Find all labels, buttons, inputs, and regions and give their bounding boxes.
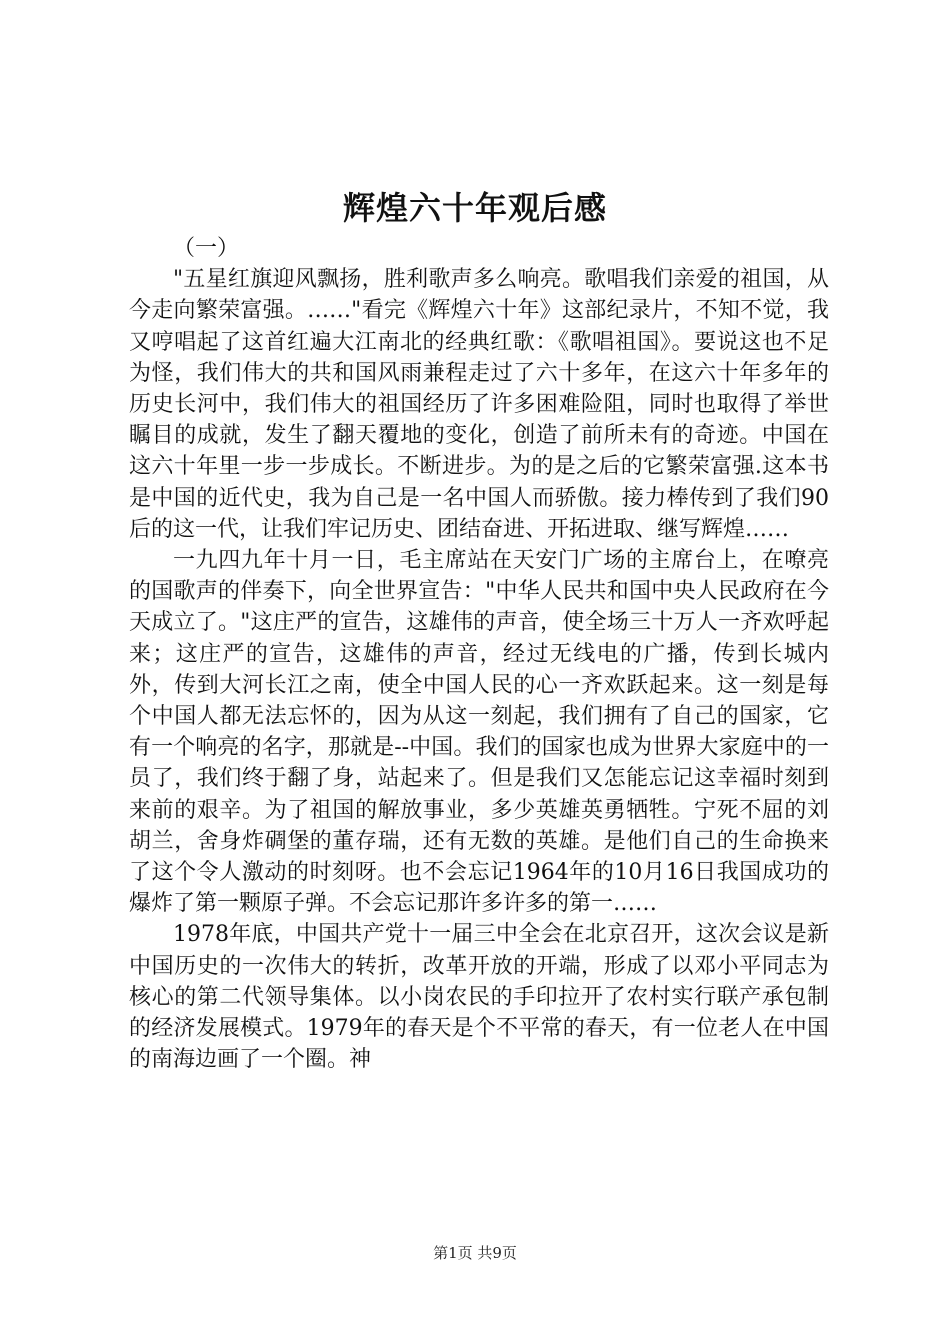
paragraph-3: 1978年底，中国共产党十一届三中全会在北京召开，这次会议是新中国历史的一次伟大的转折，改革开放的开端，形成了以邓小平同志为核心的第二代领导集体。以小岗农民的手印拉开了农村实行联产承包制的经济发展模式。1979年的春天是个不平常的春天，有一位老人在中国的南海边画了一个圈。神 bbox=[129, 922, 829, 1073]
page-footer: 第1页 共9页 bbox=[433, 1244, 517, 1262]
document-title: 辉煌六十年观后感 bbox=[342, 189, 607, 227]
section-label: （一） bbox=[173, 236, 240, 261]
paragraph-1: "五星红旗迎风飘扬，胜利歌声多么响亮。歌唱我们亲爱的祖国，从今走向繁荣富强。……"看完《辉煌六十年》这部纪录片，不知不觉，我又哼唱起了这首红遍大江南北的经典红歌：《歌唱祖国》。要说这也不足为怪，我们伟大的共和国风雨兼程走过了六十多年，在这六十年多年的历史长河中，我们伟大的祖国经历了许多困难险阻，同时也取得了举世瞩目的成就，发生了翻天覆地的变化，创造了前所未有的奇迹。中国在这六十年里一步一步成长。不断进步。为的是之后的它繁荣富强.这本书是中国的近代史，我为自己是一名中国人而骄傲。接力棒传到了我们90后的这一代，让我们牢记历史、团结奋进、开拓进取、继写辉煌…… bbox=[129, 267, 829, 542]
document-body bbox=[129, 233, 829, 1075]
paragraph-2: 一九四九年十月一日，毛主席站在天安门广场的主席台上，在嘹亮的国歌声的伴奏下，向全世界宣告："中华人民共和国中央人民政府在今天成立了。"这庄严的宣告，这雄伟的声音，使全场三十万人一齐欢呼起来；这庄严的宣告，这雄伟的声音，经过无线电的广播，传到长城内外，传到大河长江之南，使全中国人民的心一齐欢跃起来。这一刻是每个中国人都无法忘怀的，因为从这一刻起，我们拥有了自己的国家，它有一个响亮的名字，那就是--中国。我们的国家也成为世界大家庭中的一员了，我们终于翻了身，站起来了。但是我们又怎能忘记这幸福时刻到来前的艰辛。为了祖国的解放事业，多少英雄英勇牺牲。宁死不屈的刘胡兰，舍身炸碉堡的董存瑞，还有无数的英雄。是他们自己的生命换来了这个令人激动的时刻呀。也不会忘记1964年的10月16日我国成功的爆炸了第一颗原子弹。不会忘记那许多许多的第一…… bbox=[129, 548, 829, 917]
